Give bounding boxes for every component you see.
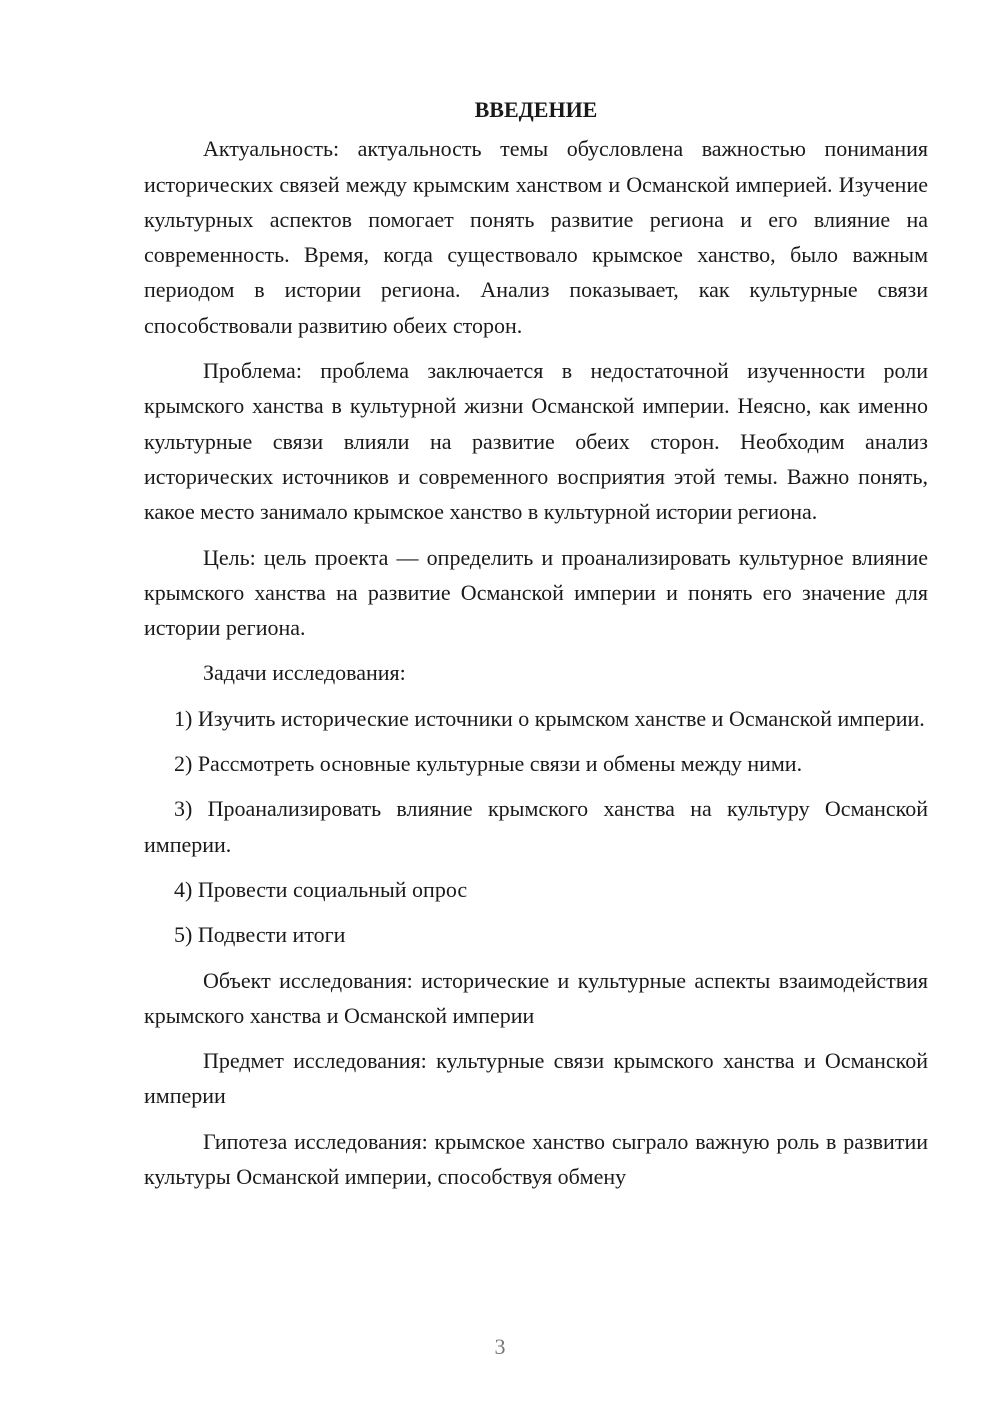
- section-title: ВВЕДЕНИЕ: [474, 97, 598, 122]
- task-item-4: 4) Провести социальный опрос: [174, 876, 468, 902]
- paragraph-relevance: Актуальность: актуальность темы обусловлена важностью понимания исторических связей между крымским ханством и Османской империей. Изучение культурных аспектов помогает понять развитие региона и его влияние на современность. Время, когда существовало крымское ханство, было важным периодом в истории региона. Анализ показывает, как культурные связи способствовали развитию обеих сторон.: [144, 136, 928, 338]
- paragraph-tasks-heading: Задачи исследования:: [203, 660, 406, 686]
- task-item-3: 3) Проанализировать влияние крымского ханства на культуру Османской империи.: [144, 796, 928, 857]
- paragraph-problem: Проблема: проблема заключается в недостаточной изученности роли крымского ханства в культурной жизни Османской империи. Неясно, как именно культурные связи влияли на развитие обеих сторон. Необходим анализ исторических источников и современного восприятия этой темы. Важно понять, какое место занимало крымское ханство в культурной истории региона.: [144, 358, 928, 525]
- task-item-5: 5) Подвести итоги: [174, 922, 346, 948]
- paragraph-goal: Цель: цель проекта — определить и проанализировать культурное влияние крымского ханства на развитие Османской империи и понять его значение для истории региона.: [144, 544, 928, 641]
- paragraph-hypothesis: Гипотеза исследования: крымское ханство сыграло важную роль в развитии культуры Османской империи, способствуя обмену: [144, 1128, 928, 1190]
- paragraph-object: Объект исследования: исторические и культурные аспекты взаимодействия крымского ханства и Османской империи: [144, 967, 928, 1028]
- page-number: 3: [494, 1334, 506, 1359]
- paragraph-subject: Предмет исследования: культурные связи крымского ханства и Османской империи: [144, 1048, 928, 1109]
- task-item-1: 1) Изучить исторические источники о крымском ханстве и Османской империи.: [174, 705, 925, 731]
- task-item-2: 2) Рассмотреть основные культурные связи и обмены между ними.: [174, 751, 803, 777]
- page-content: [144, 92, 928, 1204]
